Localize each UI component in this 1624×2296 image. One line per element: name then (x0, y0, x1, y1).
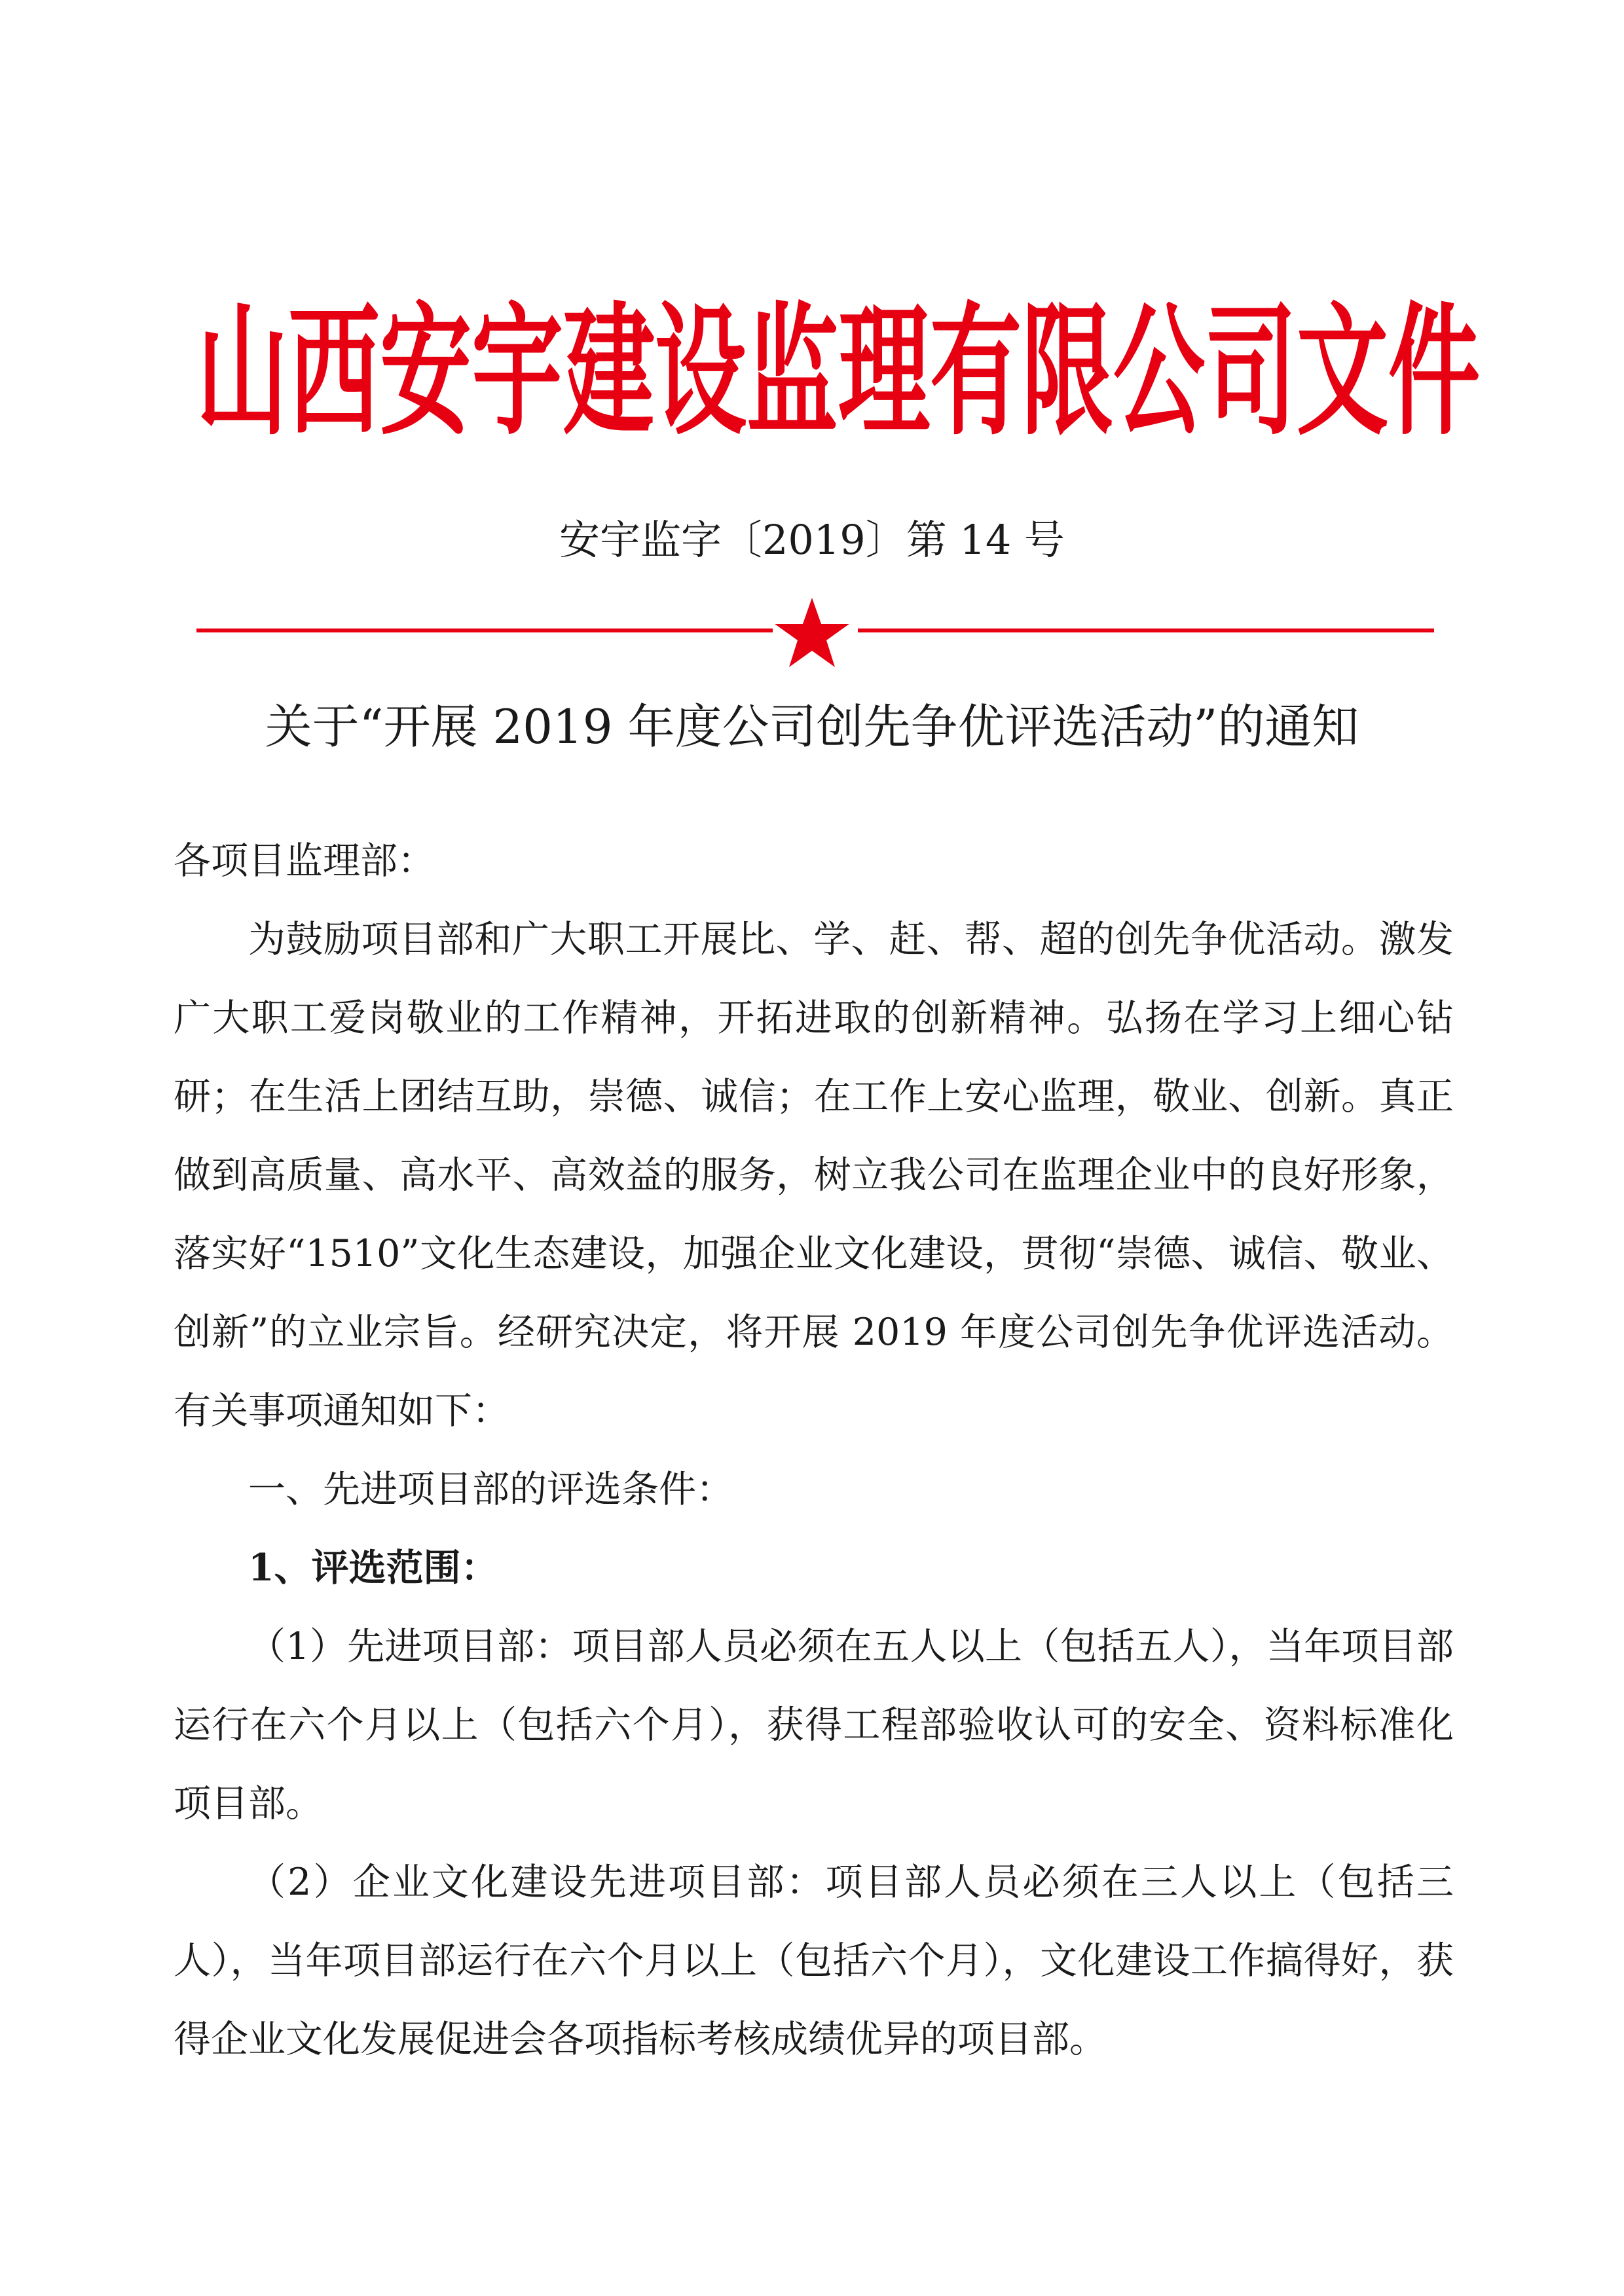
red-rule-left (196, 629, 773, 632)
document-body (174, 822, 1454, 2079)
list-item: （1）先进项目部：项目部人员必须在五人以上（包括五人），当年项目部运行在六个月以上（包括六个月），获得工程部验收认可的安全、资料标准化项目部。 (174, 1625, 1454, 1825)
notice-title: 关于“开展 2019 年度公司创先争优评选活动”的通知 (265, 699, 1359, 754)
star-icon (769, 592, 855, 671)
section-heading: 一、先进项目部的评选条件： (248, 1468, 733, 1511)
masthead-title: 山西安宇建设监理有限公司文件 (196, 289, 1481, 456)
salutation: 各项目监理部： (174, 839, 435, 883)
intro-paragraph: 为鼓励项目部和广大职工开展比、学、赶、帮、超的创先争优活动。激发广大职工爱岗敬业的工作精神，开拓进取的创新精神。弘扬在学习上细心钻研；在生活上团结互助，崇德、诚信；在工作上安心监理，敬业、创新。真正做到高质量、高水平、高效益的服务，树立我公司在监理企业中的良好形象，落实好“1510”文化生态建设，加强企业文化建设，贯彻“崇德、诚信、敬业、创新”的立业宗旨。经研究决定，将开展 2019 年度公司创先争优评选活动。有关事项通知如下： (174, 918, 1454, 1432)
red-rule-right (858, 629, 1434, 632)
document-number: 安宇监字〔2019〕第 14 号 (559, 516, 1065, 564)
sub-heading: 1、评选范围： (248, 1546, 498, 1590)
list-item: （2）企业文化建设先进项目部：项目部人员必须在三人以上（包括三人），当年项目部运行在六个月以上（包括六个月），文化建设工作搞得好，获得企业文化发展促进会各项指标考核成绩优异的项目部。 (174, 1861, 1454, 2061)
